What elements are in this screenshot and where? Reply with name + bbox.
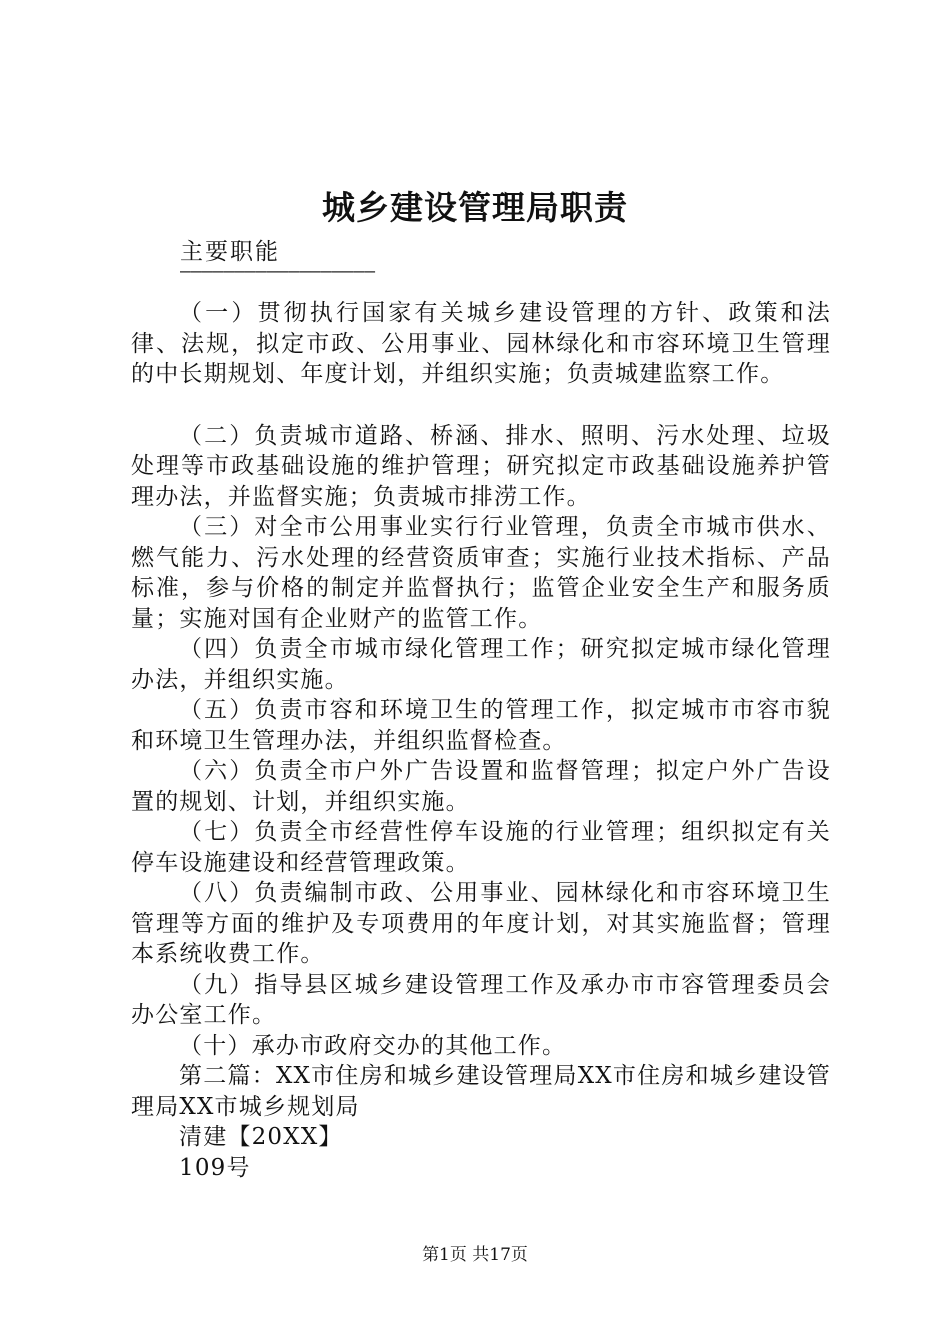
paragraph-duty-4: （四）负责全市城市绿化管理工作；研究拟定城市绿化管理办法，并组织实施。 [131,636,831,693]
document-body [131,298,831,1183]
document-title: 城乡建设管理局职责 [322,188,628,227]
paragraph-duty-1: （一）贯彻执行国家有关城乡建设管理的方针、政策和法律、法规，拟定市政、公用事业、园林绿化和市容环境卫生管理的中长期规划、年度计划，并组织实施；负责城建监察工作。 [131,300,831,387]
paragraph-chapter-two: 第二篇：XX市住房和城乡建设管理局XX市住房和城乡建设管理局XX市城乡规划局 [131,1063,831,1120]
divider-line: —————————————————— [180,261,376,282]
paragraph-duty-3: （三）对全市公用事业实行行业管理，负责全市城市供水、燃气能力、污水处理的经营资质审查；实施行业技术指标、产品标准，参与价格的制定并监督执行；监管企业安全生产和服务质量；实施对国有企业财产的监管工作。 [131,514,831,632]
paragraph-duty-8: （八）负责编制市政、公用事业、园林绿化和市容环境卫生管理等方面的维护及专项费用的年度计划，对其实施监督；管理本系统收费工作。 [131,880,831,967]
paragraph-duty-6: （六）负责全市户外广告设置和监督管理；拟定户外广告设置的规划、计划，并组织实施。 [131,758,831,815]
paragraph-document-number: 109号 [179,1154,251,1181]
paragraph-duty-7: （七）负责全市经营性停车设施的行业管理；组织拟定有关停车设施建设和经营管理政策。 [131,819,831,876]
paragraph-document-ref: 清建【20XX】 [179,1124,343,1150]
section-label: 主要职能 [180,239,280,265]
paragraph-duty-5: （五）负责市容和环境卫生的管理工作，拟定城市市容市貌和环境卫生管理办法，并组织监督检查。 [131,697,831,754]
paragraph-duty-9: （九）指导县区城乡建设管理工作及承办市市容管理委员会办公室工作。 [131,971,831,1028]
page-footer: 第1页 共17页 [422,1245,528,1265]
paragraph-duty-10: （十）承办市政府交办的其他工作。 [179,1032,567,1059]
paragraph-duty-2: （二）负责城市道路、桥涵、排水、照明、污水处理、垃圾处理等市政基础设施的维护管理；研究拟定市政基础设施养护管理办法，并监督实施；负责城市排涝工作。 [131,422,831,510]
